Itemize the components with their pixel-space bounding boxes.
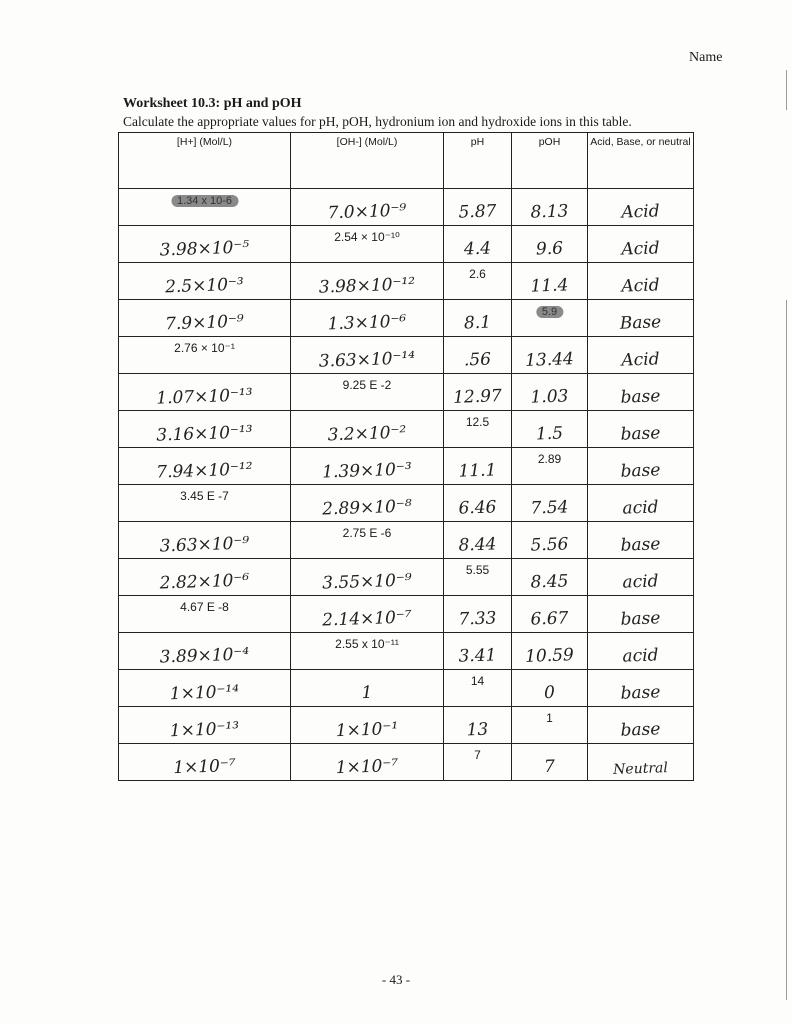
column-header-h-plus: [H+] (Mol/L) xyxy=(119,133,291,189)
oh-minus-cell xyxy=(291,411,444,448)
name-label: Name xyxy=(689,50,723,65)
printed-value: 2.54 × 10⁻¹⁰ xyxy=(334,230,400,244)
handwritten-value: 1×10⁻⁷ xyxy=(172,755,237,779)
handwritten-value: 8.13 xyxy=(530,201,569,223)
poh-cell xyxy=(512,374,588,411)
handwritten-value: 2.14×10⁻⁷ xyxy=(321,607,413,631)
ph-cell xyxy=(444,670,512,707)
handwritten-value: base xyxy=(620,682,661,704)
handwritten-value: 1.3×10⁻⁶ xyxy=(327,311,407,335)
poh-cell xyxy=(512,707,588,744)
handwritten-value: 3.98×10⁻⁵ xyxy=(159,237,250,261)
handwritten-value: Acid xyxy=(621,201,660,223)
handwritten-value: 0 xyxy=(543,682,556,704)
poh-cell xyxy=(512,559,588,596)
handwritten-value: 11.4 xyxy=(530,275,569,297)
handwritten-value: 5.56 xyxy=(530,534,569,556)
handwritten-value: Acid xyxy=(621,275,660,297)
ph-cell xyxy=(444,559,512,596)
handwritten-value: Base xyxy=(619,312,662,334)
classification-cell xyxy=(588,559,694,596)
handwritten-value: 4.4 xyxy=(463,238,492,260)
oh-minus-cell xyxy=(291,559,444,596)
handwritten-value: 7.94×10⁻¹² xyxy=(156,459,253,483)
poh-cell xyxy=(512,189,588,226)
oh-minus-cell xyxy=(291,596,444,633)
h-plus-cell xyxy=(119,226,291,263)
handwritten-value: .56 xyxy=(463,349,492,371)
poh-cell xyxy=(512,300,588,337)
classification-cell xyxy=(588,744,694,781)
handwritten-value: Neutral xyxy=(612,760,669,778)
handwritten-value: 1.03 xyxy=(530,386,569,408)
handwritten-value: 10.59 xyxy=(524,645,575,667)
poh-cell xyxy=(512,448,588,485)
table-row xyxy=(119,744,694,781)
poh-cell xyxy=(512,263,588,300)
table-row xyxy=(119,374,694,411)
ph-cell xyxy=(444,744,512,781)
classification-cell xyxy=(588,300,694,337)
worksheet-instructions: Calculate the appropriate values for pH, pOH, hydronium ion and hydroxide ions in this table. xyxy=(123,114,632,129)
handwritten-value: 5.87 xyxy=(458,201,497,223)
classification-cell xyxy=(588,374,694,411)
handwritten-value: 3.63×10⁻⁹ xyxy=(159,533,250,557)
classification-cell xyxy=(588,522,694,559)
handwritten-value: base xyxy=(620,608,661,630)
scan-edge-mark xyxy=(786,300,787,1000)
oh-minus-cell xyxy=(291,707,444,744)
handwritten-value: 2.5×10⁻³ xyxy=(164,274,245,298)
handwritten-value: 9.6 xyxy=(535,238,564,260)
handwritten-value: 6.67 xyxy=(530,608,569,630)
h-plus-cell xyxy=(119,189,291,226)
handwritten-value: 8.1 xyxy=(463,312,492,334)
ph-cell xyxy=(444,707,512,744)
ph-cell xyxy=(444,226,512,263)
printed-value: 1 xyxy=(546,711,553,725)
handwritten-value: 2.82×10⁻⁶ xyxy=(159,570,250,594)
poh-cell xyxy=(512,485,588,522)
printed-value: 2.75 E -6 xyxy=(342,526,392,540)
ph-cell xyxy=(444,300,512,337)
handwritten-value: 2.89×10⁻⁸ xyxy=(321,496,413,520)
poh-cell xyxy=(512,522,588,559)
handwritten-value: 3.55×10⁻⁹ xyxy=(321,570,413,594)
table-row xyxy=(119,559,694,596)
handwritten-value: 1×10⁻⁷ xyxy=(335,755,399,779)
table-row xyxy=(119,226,694,263)
printed-value: 4.67 E -8 xyxy=(180,600,229,614)
poh-cell xyxy=(512,596,588,633)
handwritten-value: 3.16×10⁻¹³ xyxy=(156,422,253,446)
oh-minus-cell xyxy=(291,485,444,522)
handwritten-value: 7 xyxy=(543,756,556,778)
h-plus-cell xyxy=(119,448,291,485)
h-plus-cell xyxy=(119,744,291,781)
h-plus-cell xyxy=(119,374,291,411)
ph-cell xyxy=(444,411,512,448)
printed-value: 2.6 xyxy=(469,267,486,281)
ph-cell xyxy=(444,337,512,374)
oh-minus-cell xyxy=(291,374,444,411)
handwritten-value: acid xyxy=(622,497,659,519)
handwritten-value: 1.5 xyxy=(535,423,564,445)
table-row xyxy=(119,522,694,559)
printed-value: 7 xyxy=(474,748,481,762)
printed-value: 3.45 E -7 xyxy=(180,489,229,503)
handwritten-value: 1×10⁻¹ xyxy=(335,718,399,742)
oh-minus-cell xyxy=(291,300,444,337)
poh-cell xyxy=(512,411,588,448)
handwritten-value: base xyxy=(620,460,661,482)
table-row xyxy=(119,633,694,670)
table-row xyxy=(119,707,694,744)
ph-cell xyxy=(444,374,512,411)
oh-minus-cell xyxy=(291,448,444,485)
classification-cell xyxy=(588,633,694,670)
printed-value: 12.5 xyxy=(465,415,490,429)
table-row xyxy=(119,448,694,485)
column-header-oh-minus: [OH-] (Mol/L) xyxy=(291,133,444,189)
handwritten-value: 7.0×10⁻⁹ xyxy=(327,200,407,224)
oh-minus-cell xyxy=(291,189,444,226)
ph-cell xyxy=(444,485,512,522)
handwritten-value: 3.63×10⁻¹⁴ xyxy=(318,348,416,372)
classification-cell xyxy=(588,263,694,300)
handwritten-value: acid xyxy=(622,645,659,667)
page-number: - 43 - xyxy=(381,972,411,987)
column-header-poh: pOH xyxy=(512,133,588,189)
ph-cell xyxy=(444,522,512,559)
table-row xyxy=(119,337,694,374)
handwritten-value: 11.1 xyxy=(458,460,497,482)
h-plus-cell xyxy=(119,411,291,448)
handwritten-value: base xyxy=(620,534,661,556)
handwritten-value: Acid xyxy=(621,349,660,371)
table-header-row xyxy=(119,133,694,189)
handwritten-value: 1.39×10⁻³ xyxy=(321,459,413,483)
h-plus-cell xyxy=(119,633,291,670)
handwritten-value: 7.9×10⁻⁹ xyxy=(164,311,245,335)
ph-cell xyxy=(444,448,512,485)
h-plus-cell xyxy=(119,670,291,707)
h-plus-cell xyxy=(119,559,291,596)
poh-cell xyxy=(512,226,588,263)
column-header-classification: Acid, Base, or neutral xyxy=(588,133,694,189)
handwritten-value: base xyxy=(620,423,661,445)
handwritten-value: acid xyxy=(622,571,659,593)
handwritten-value: 1.07×10⁻¹³ xyxy=(156,385,253,409)
poh-cell xyxy=(512,633,588,670)
table-row xyxy=(119,263,694,300)
worksheet-title: Worksheet 10.3: pH and pOH xyxy=(123,96,302,111)
poh-cell xyxy=(512,337,588,374)
handwritten-value: 3.89×10⁻⁴ xyxy=(159,644,250,668)
handwritten-value: base xyxy=(620,719,661,741)
handwritten-value: 8.45 xyxy=(530,571,569,593)
ph-cell xyxy=(444,633,512,670)
h-plus-cell xyxy=(119,707,291,744)
printed-value: 5.55 xyxy=(465,563,490,577)
oh-minus-cell xyxy=(291,670,444,707)
handwritten-value: 7.33 xyxy=(458,608,497,630)
h-plus-cell xyxy=(119,300,291,337)
printed-value: 9.25 E -2 xyxy=(342,378,392,392)
handwritten-value: 12.97 xyxy=(452,386,503,408)
scribbled-value: 5.9 xyxy=(536,306,563,318)
printed-value: 14 xyxy=(470,674,485,688)
table-row xyxy=(119,670,694,707)
h-plus-cell xyxy=(119,485,291,522)
printed-value: 2.76 × 10⁻¹ xyxy=(174,341,235,355)
handwritten-value: 3.2×10⁻² xyxy=(327,422,407,446)
table-row xyxy=(119,596,694,633)
classification-cell xyxy=(588,411,694,448)
poh-cell xyxy=(512,670,588,707)
ph-cell xyxy=(444,189,512,226)
table-body xyxy=(119,189,694,781)
handwritten-value: 1×10⁻¹³ xyxy=(169,718,240,742)
classification-cell xyxy=(588,485,694,522)
table-row xyxy=(119,300,694,337)
classification-cell xyxy=(588,226,694,263)
poh-cell xyxy=(512,744,588,781)
h-plus-cell xyxy=(119,522,291,559)
classification-cell xyxy=(588,448,694,485)
h-plus-cell xyxy=(119,263,291,300)
classification-cell xyxy=(588,670,694,707)
scribbled-value: 1.34 x 10-6 xyxy=(171,195,238,207)
classification-cell xyxy=(588,337,694,374)
classification-cell xyxy=(588,596,694,633)
oh-minus-cell xyxy=(291,226,444,263)
oh-minus-cell xyxy=(291,744,444,781)
handwritten-value: 13.44 xyxy=(524,349,575,371)
column-header-ph: pH xyxy=(444,133,512,189)
classification-cell xyxy=(588,707,694,744)
ph-cell xyxy=(444,263,512,300)
printed-value: 2.89 xyxy=(537,452,562,466)
classification-cell xyxy=(588,189,694,226)
h-plus-cell xyxy=(119,596,291,633)
ph-poh-table xyxy=(118,132,694,781)
handwritten-value: 1 xyxy=(361,682,373,704)
oh-minus-cell xyxy=(291,263,444,300)
handwritten-value: 7.54 xyxy=(530,497,569,519)
handwritten-value: Acid xyxy=(621,238,660,260)
table-row xyxy=(119,411,694,448)
table-row xyxy=(119,485,694,522)
handwritten-value: 8.44 xyxy=(458,534,497,556)
printed-value: 2.55 x 10⁻¹¹ xyxy=(335,637,399,651)
oh-minus-cell xyxy=(291,337,444,374)
oh-minus-cell xyxy=(291,633,444,670)
handwritten-value: 13 xyxy=(466,719,489,741)
handwritten-value: base xyxy=(620,386,661,408)
handwritten-value: 6.46 xyxy=(458,497,497,519)
handwritten-value: 1×10⁻¹⁴ xyxy=(169,681,240,705)
handwritten-value: 3.41 xyxy=(458,645,497,667)
scan-edge-mark xyxy=(786,70,787,110)
ph-cell xyxy=(444,596,512,633)
table-row xyxy=(119,189,694,226)
handwritten-value: 3.98×10⁻¹² xyxy=(318,274,416,298)
h-plus-cell xyxy=(119,337,291,374)
oh-minus-cell xyxy=(291,522,444,559)
